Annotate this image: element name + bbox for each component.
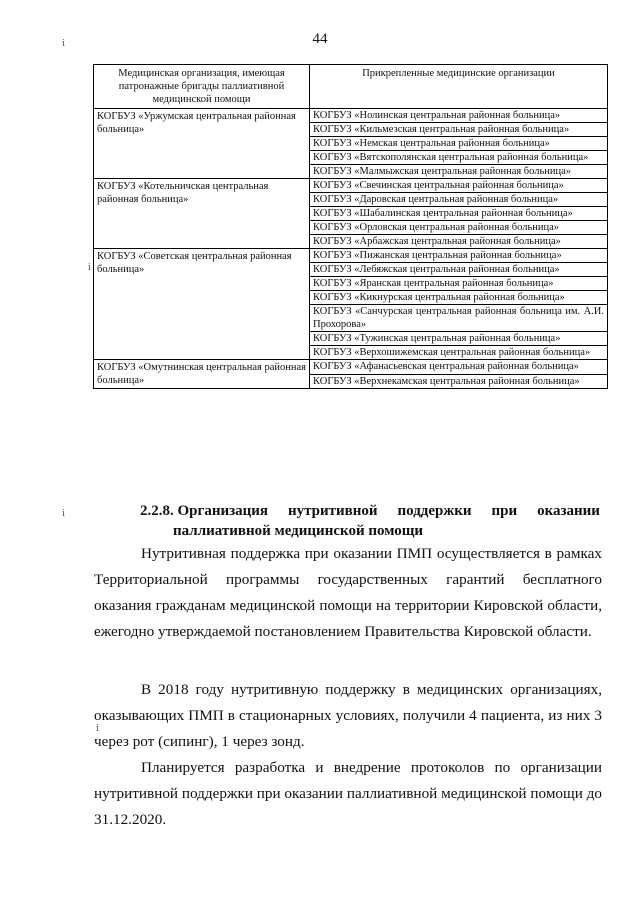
margin-mark: ⅰ — [88, 262, 91, 272]
page-number: 44 — [312, 31, 328, 47]
main-organization-cell: КОГБУЗ «Уржумская центральная районная больница» — [94, 109, 310, 179]
attached-organization-cell: КОГБУЗ «Орловская центральная районная больница» — [310, 221, 608, 235]
section-heading — [140, 501, 600, 541]
attached-organization-cell: КОГБУЗ «Верхнекамская центральная районная больница» — [310, 374, 608, 389]
section-title-word: оказании — [537, 503, 600, 519]
attached-organization-cell: КОГБУЗ «Нолинская центральная районная больница» — [310, 109, 608, 123]
attached-organization-cell: КОГБУЗ «Немская центральная районная больница» — [310, 137, 608, 151]
attached-organization-cell: КОГБУЗ «Шабалинская центральная районная больница» — [310, 207, 608, 221]
table-header-row — [94, 65, 608, 109]
section-title-word: поддержки — [397, 503, 472, 519]
main-organization-cell: КОГБУЗ «Котельничская центральная районная больница» — [94, 179, 310, 249]
attached-organization-cell: КОГБУЗ «Малмыжская центральная районная больница» — [310, 165, 608, 179]
section-title-word: нутритивной — [287, 503, 378, 519]
table-row — [94, 109, 608, 123]
table-row — [94, 249, 608, 263]
attached-organization-cell: КОГБУЗ «Свечинская центральная районная больница» — [310, 179, 608, 193]
table-row — [94, 360, 608, 375]
section-number: 2.2.8. — [140, 503, 174, 519]
attached-organization-cell: КОГБУЗ «Кикнурская центральная районная больница» — [310, 291, 608, 305]
section-number-and-word — [140, 501, 268, 521]
organizations-table-body — [94, 109, 608, 389]
header-attached-orgs: Прикрепленные медицинские организации — [310, 65, 608, 109]
attached-organization-cell: КОГБУЗ «Вятскополянская центральная районная больница» — [310, 151, 608, 165]
attached-organization-cell: КОГБУЗ «Арбажская центральная районная больница» — [310, 235, 608, 249]
attached-organization-cell: КОГБУЗ «Санчурская центральная районная больница им. А.И. Прохорова» — [310, 305, 608, 332]
margin-mark: ⅰ — [62, 508, 65, 518]
section-heading-line2: паллиативной медицинской помощи — [173, 523, 424, 539]
margin-mark: ⅰ — [96, 723, 99, 733]
paragraph: Нутритивная поддержка при оказании ПМП осуществляется в рамках Территориальной программы государственных гарантий бесплатного оказания гражданам медицинской помощи на территории Кировской области, ежегодно утверждаемой постановлением Правительства Кировской области. — [94, 545, 602, 640]
attached-organization-cell: КОГБУЗ «Афанасьевская центральная районная больница» — [310, 360, 608, 375]
section-title-word: при — [491, 503, 518, 519]
attached-organization-cell: КОГБУЗ «Кильмезская центральная районная больница» — [310, 123, 608, 137]
main-organization-cell: КОГБУЗ «Омутнинская центральная районная больница» — [94, 360, 310, 389]
organizations-table — [93, 64, 608, 389]
section-title-word: Организация — [177, 503, 269, 519]
attached-organization-cell: КОГБУЗ «Лебяжская центральная районная больница» — [310, 263, 608, 277]
table-row — [94, 179, 608, 193]
paragraph: Планируется разработка и внедрение протоколов по организации нутритивной поддержки при оказании паллиативной медицинской помощи до 31.12.2020. — [94, 759, 602, 828]
margin-mark: ⅰ — [62, 38, 65, 48]
attached-organization-cell: КОГБУЗ «Тужинская центральная районная больница» — [310, 332, 608, 346]
main-organization-cell: КОГБУЗ «Советская центральная районная больница» — [94, 249, 310, 360]
attached-organization-cell: КОГБУЗ «Даровская центральная районная больница» — [310, 193, 608, 207]
attached-organization-cell: КОГБУЗ «Яранская центральная районная больница» — [310, 277, 608, 291]
section-heading-line1 — [140, 501, 600, 521]
paragraph: В 2018 году нутритивную поддержку в медицинских организациях, оказывающих ПМП в стационарных условиях, получили 4 пациента, из них 3 через рот (сипинг), 1 через зонд. — [94, 681, 602, 750]
attached-organization-cell: КОГБУЗ «Пижанская центральная районная больница» — [310, 249, 608, 263]
attached-organization-cell: КОГБУЗ «Верхошижемская центральная районная больница» — [310, 346, 608, 360]
header-main-org: Медицинская организация, имеющая патронажные бригады паллиативной медицинской помощи — [94, 65, 310, 109]
